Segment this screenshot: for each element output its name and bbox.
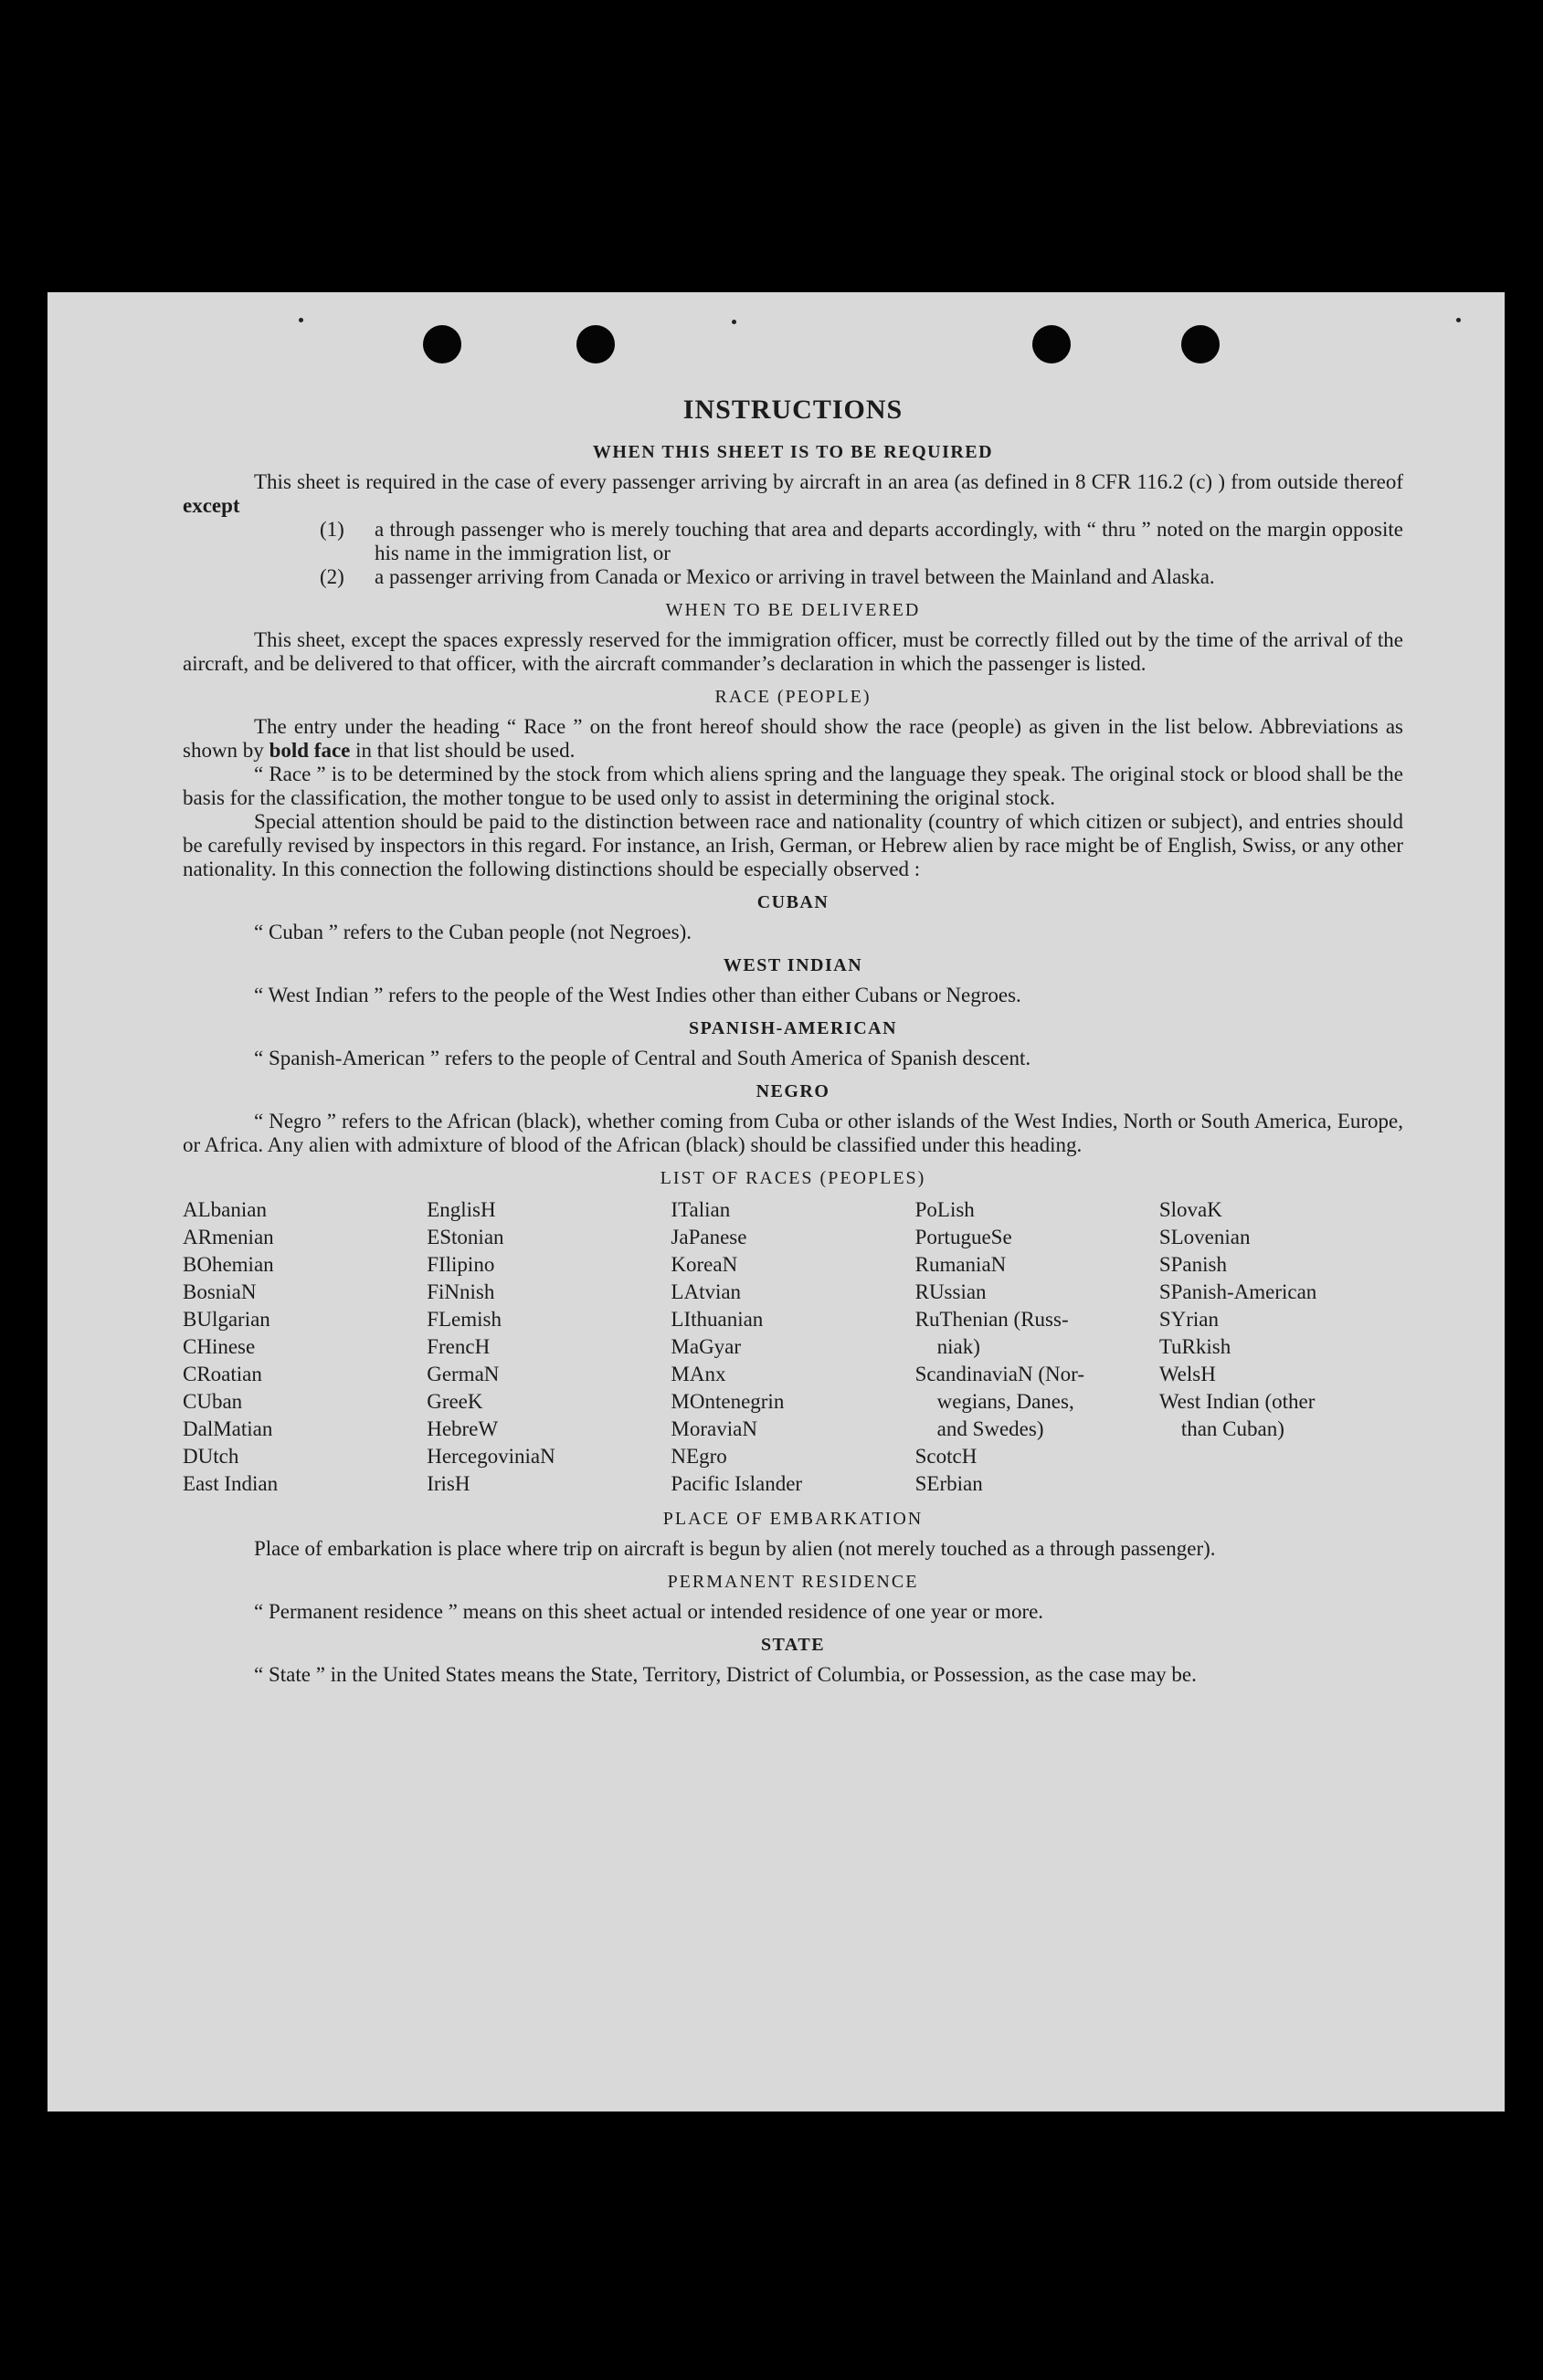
race-entry: GermaN — [427, 1363, 500, 1385]
negro-text: “ Negro ” refers to the African (black), whether coming from Cuba or other islands of the West Indies, North or South America, Europe, or Africa. Any alien with admixture of blood of the African (black) should be classified under this heading. — [183, 1110, 1403, 1156]
exception-text: a through passenger who is merely touching that area and departs accordingly, with “ thru ” noted on the margin opposite his name in the immigration list, or — [375, 518, 1403, 564]
race-entry: CHinese — [183, 1335, 256, 1358]
required-intro — [183, 470, 1403, 518]
negro-heading: NEGRO — [756, 1081, 830, 1101]
race-entry: SLovenian — [1158, 1226, 1251, 1248]
race-entry: GreeK — [427, 1390, 483, 1413]
required-intro-text: This sheet is required in the case of every passenger arriving by aircraft in an area (as defined in 8 CFR 116.2 (c) ) from outside thereof — [254, 470, 1403, 493]
speck-mark — [1456, 318, 1461, 322]
race-entry: MoraviaN — [671, 1417, 757, 1440]
punch-hole — [576, 325, 615, 363]
race-entry: ITalian — [671, 1198, 731, 1221]
race-entry: MAnx — [671, 1363, 726, 1385]
punch-hole — [1181, 325, 1220, 363]
race-entry: EnglisH — [427, 1198, 496, 1221]
required-heading: WHEN THIS SHEET IS TO BE REQUIRED — [592, 442, 994, 462]
race-entry: SlovaK — [1158, 1198, 1222, 1221]
race-entry: and Swedes) — [936, 1417, 1044, 1440]
race-entry: East Indian — [183, 1472, 279, 1495]
race-list — [183, 1196, 1403, 1498]
race-p1-bold: bold face — [269, 739, 351, 762]
race-entry: FrencH — [427, 1335, 491, 1358]
race-entry: CRoatian — [183, 1363, 262, 1385]
race-entry: BosniaN — [183, 1280, 257, 1303]
delivered-text: This sheet, except the spaces expressly reserved for the immigration officer, must be correctly filled out by the time of the arrival of the aircraft, and be delivered to that officer, with the aircraft commander’s declaration in which the passenger is listed. — [183, 628, 1403, 675]
race-list-heading: LIST OF RACES (PEOPLES) — [660, 1168, 926, 1188]
race-entry: WelsH — [1158, 1363, 1216, 1385]
race-entry: CUban — [183, 1390, 243, 1413]
race-paragraph-1 — [183, 715, 1403, 763]
race-entry: TuRkish — [1158, 1335, 1231, 1358]
race-entry: West Indian (other — [1158, 1390, 1316, 1413]
race-entry: SPanish-American — [1158, 1280, 1317, 1303]
document-sheet — [48, 292, 1505, 2111]
embarkation-text: Place of embarkation is place where trip on aircraft is begun by alien (not merely touched as a through passenger). — [254, 1537, 1216, 1560]
west-indian-heading: WEST INDIAN — [723, 955, 863, 975]
race-entry: ScotcH — [914, 1445, 978, 1468]
punch-hole — [423, 325, 461, 363]
race-entry: NEgro — [671, 1445, 727, 1468]
exception-item — [320, 518, 1403, 565]
race-entry: LAtvian — [671, 1280, 742, 1303]
race-entry: ScandinaviaN (Nor- — [914, 1363, 1085, 1385]
spanish-american-heading: SPANISH-AMERICAN — [688, 1018, 898, 1038]
instructions-content — [183, 395, 1403, 1687]
speck-mark — [299, 318, 303, 322]
race-column — [1159, 1196, 1403, 1498]
required-intro-bold: except — [183, 494, 240, 517]
race-entry: RUssian — [914, 1280, 987, 1303]
cuban-text: “ Cuban ” refers to the Cuban people (not Negroes). — [254, 921, 692, 943]
spanish-american-text: “ Spanish-American ” refers to the people of Central and South America of Spanish descent. — [254, 1047, 1031, 1069]
race-entry: IrisH — [427, 1472, 470, 1495]
race-entry: BOhemian — [183, 1253, 274, 1276]
exception-text: a passenger arriving from Canada or Mexico or arriving in travel between the Mainland and Alaska. — [375, 565, 1215, 588]
race-entry: wegians, Danes, — [936, 1390, 1074, 1413]
race-entry: ARmenian — [183, 1226, 274, 1248]
race-p1-tail: in that list should be used. — [355, 739, 576, 762]
state-text: “ State ” in the United States means the State, Territory, District of Columbia, or Possession, as the case may be. — [254, 1663, 1197, 1686]
embarkation-heading: PLACE OF EMBARKATION — [662, 1509, 924, 1529]
race-entry: niak) — [936, 1335, 980, 1358]
speck-mark — [732, 320, 736, 324]
punch-hole — [1032, 325, 1071, 363]
west-indian-text: “ West Indian ” refers to the people of the West Indies other than either Cubans or Negroes. — [254, 984, 1021, 1006]
state-heading: STATE — [760, 1635, 826, 1655]
exception-number: (2) — [320, 565, 344, 588]
residence-text: “ Permanent residence ” means on this sheet actual or intended residence of one year or more. — [254, 1600, 1044, 1623]
exception-item — [320, 565, 1403, 589]
cuban-heading: CUBAN — [756, 892, 830, 912]
race-entry: FIlipino — [427, 1253, 495, 1276]
race-entry: MaGyar — [671, 1335, 742, 1358]
race-entry: KoreaN — [671, 1253, 738, 1276]
race-entry: LIthuanian — [671, 1308, 764, 1331]
residence-heading: PERMANENT RESIDENCE — [667, 1572, 919, 1592]
race-entry: FLemish — [427, 1308, 502, 1331]
race-entry: HebreW — [427, 1417, 499, 1440]
race-paragraph-2: “ Race ” is to be determined by the stock from which aliens spring and the language they speak. The original stock or blood shall be the basis for the classification, the mother tongue to be used only to assist in determining the original stock. — [183, 763, 1403, 809]
race-entry: SPanish — [1158, 1253, 1227, 1276]
race-column — [915, 1196, 1159, 1498]
race-entry: RuThenian (Russ- — [914, 1308, 1069, 1331]
race-entry: SYrian — [1158, 1308, 1219, 1331]
race-column — [671, 1196, 914, 1498]
page-title: INSTRUCTIONS — [682, 395, 904, 425]
race-entry: BUlgarian — [183, 1308, 270, 1331]
race-paragraph-3: Special attention should be paid to the distinction between race and nationality (country of which citizen or subject), and entries should be carefully revised by inspectors in this regard. For instance, an Irish, German, or Hebrew alien by race might be of English, Swiss, or any other nationality. In this connection the following distinctions should be especially observed : — [183, 810, 1403, 880]
race-entry: DUtch — [183, 1445, 239, 1468]
race-entry: PortugueSe — [914, 1226, 1012, 1248]
race-column — [427, 1196, 671, 1498]
exception-number: (1) — [320, 518, 344, 541]
race-entry: Pacific Islander — [671, 1472, 803, 1495]
race-heading: RACE (PEOPLE) — [714, 687, 872, 707]
race-entry: HercegoviniaN — [427, 1445, 555, 1468]
race-entry: FiNnish — [427, 1280, 495, 1303]
race-entry: SErbian — [914, 1472, 983, 1495]
race-entry: PoLish — [914, 1198, 975, 1221]
delivered-heading: WHEN TO BE DELIVERED — [665, 600, 921, 620]
race-entry: JaPanese — [671, 1226, 747, 1248]
race-p1-text: The entry under the heading “ Race ” on the front hereof should show the race (people) as given in the list below. Abbreviations as shown by — [183, 715, 1403, 762]
race-entry: than Cuban) — [1180, 1417, 1284, 1440]
race-entry: DalMatian — [183, 1417, 273, 1440]
race-entry: MOntenegrin — [671, 1390, 785, 1413]
race-column — [183, 1196, 427, 1498]
race-entry: EStonian — [427, 1226, 504, 1248]
race-entry: ALbanian — [183, 1198, 267, 1221]
race-entry: RumaniaN — [914, 1253, 1007, 1276]
